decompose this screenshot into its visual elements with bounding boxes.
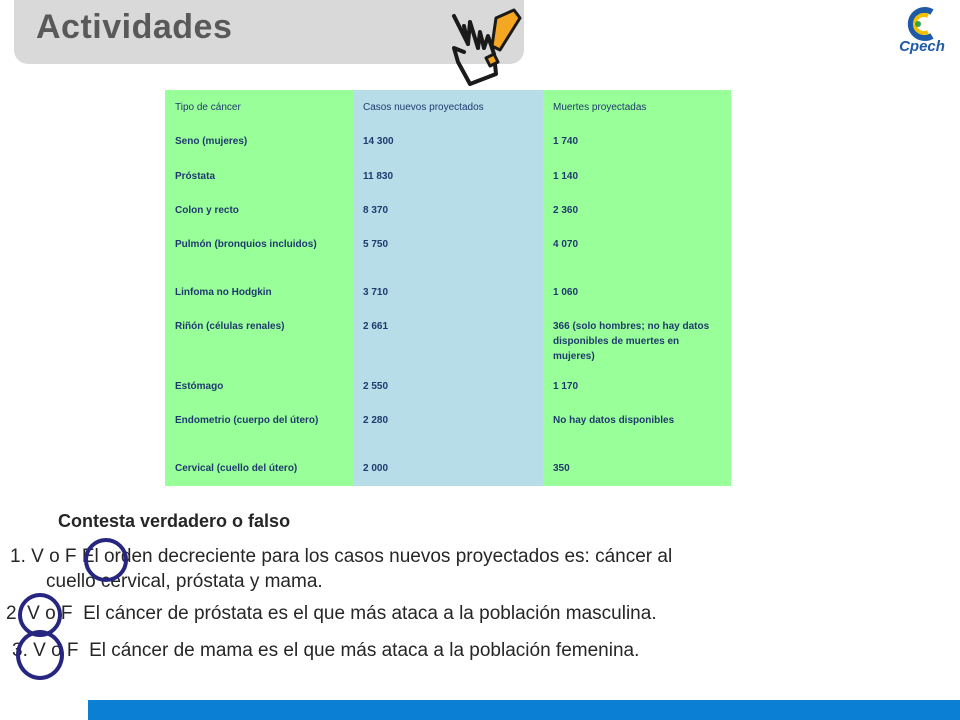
table-cell: 1 740 [543,125,731,160]
table-cell: 2 661 [353,310,543,370]
table-cell: 1 060 [543,276,731,310]
question-2-prefix: 2. V o F [6,603,73,624]
table-cell: Próstata [165,160,353,194]
table-cell: 1 140 [543,160,731,194]
question-1 [10,544,912,594]
table-header-cell: Tipo de cáncer [165,90,353,125]
logo-text: Cpech [899,38,945,55]
table-cell: 14 300 [353,125,543,160]
pointing-hand-exclamation-icon [444,4,530,88]
question-3 [12,638,912,663]
table-row [165,125,731,160]
question-2-text: El cáncer de próstata es el que más ataca a la población masculina. [83,603,657,624]
page-title: Actividades [36,8,233,46]
instruction-heading: Contesta verdadero o falso [58,511,291,531]
question-3-prefix: 3. V o F [12,640,79,661]
table-row [165,370,731,404]
table-row [165,310,731,370]
table-cell: 1 170 [543,370,731,404]
table-cell: Seno (mujeres) [165,125,353,160]
table-row [165,452,731,486]
cancer-data-table [165,90,731,486]
table-cell: Colon y recto [165,194,353,228]
table-cell: 11 830 [353,160,543,194]
question-3-text: El cáncer de mama es el que más ataca a la población femenina. [89,640,640,661]
table-cell: 2 360 [543,194,731,228]
table-cell: 350 [543,452,731,486]
table-cell: No hay datos disponibles [543,404,731,452]
question-1-continuation: cuello cervical, próstata y mama. [46,571,323,592]
table-cell: 2 550 [353,370,543,404]
table-row [165,160,731,194]
table-row [165,194,731,228]
table-row [165,404,731,452]
question-2 [6,601,906,626]
table-cell: Endometrio (cuerpo del útero) [165,404,353,452]
table-cell: Cervical (cuello del útero) [165,452,353,486]
question-1-prefix: 1. V o F [10,546,77,567]
question-1-text: El orden decreciente para los casos nuevos proyectados es: cáncer al [81,546,673,567]
answer-circle-q3-v [16,630,64,680]
table-header-cell: Casos nuevos proyectados [353,90,543,125]
cpech-logo [892,4,952,60]
table-cell: Linfoma no Hodgkin [165,276,353,310]
table-row [165,228,731,276]
table-header-row [165,90,731,125]
table-cell: Pulmón (bronquios incluidos) [165,228,353,276]
table-cell: Estómago [165,370,353,404]
table-cell: Riñón (células renales) [165,310,353,370]
table-cell: 366 (solo hombres; no hay datos disponibles de muertes en mujeres) [543,310,731,370]
table-row [165,276,731,310]
table-header-cell: Muertes proyectadas [543,90,731,125]
table-cell: 8 370 [353,194,543,228]
answer-circle-q1-f [84,538,128,582]
footer-bar [88,700,960,720]
table-cell: 5 750 [353,228,543,276]
table-cell: 4 070 [543,228,731,276]
table-cell: 2 000 [353,452,543,486]
table-cell: 2 280 [353,404,543,452]
table-cell: 3 710 [353,276,543,310]
